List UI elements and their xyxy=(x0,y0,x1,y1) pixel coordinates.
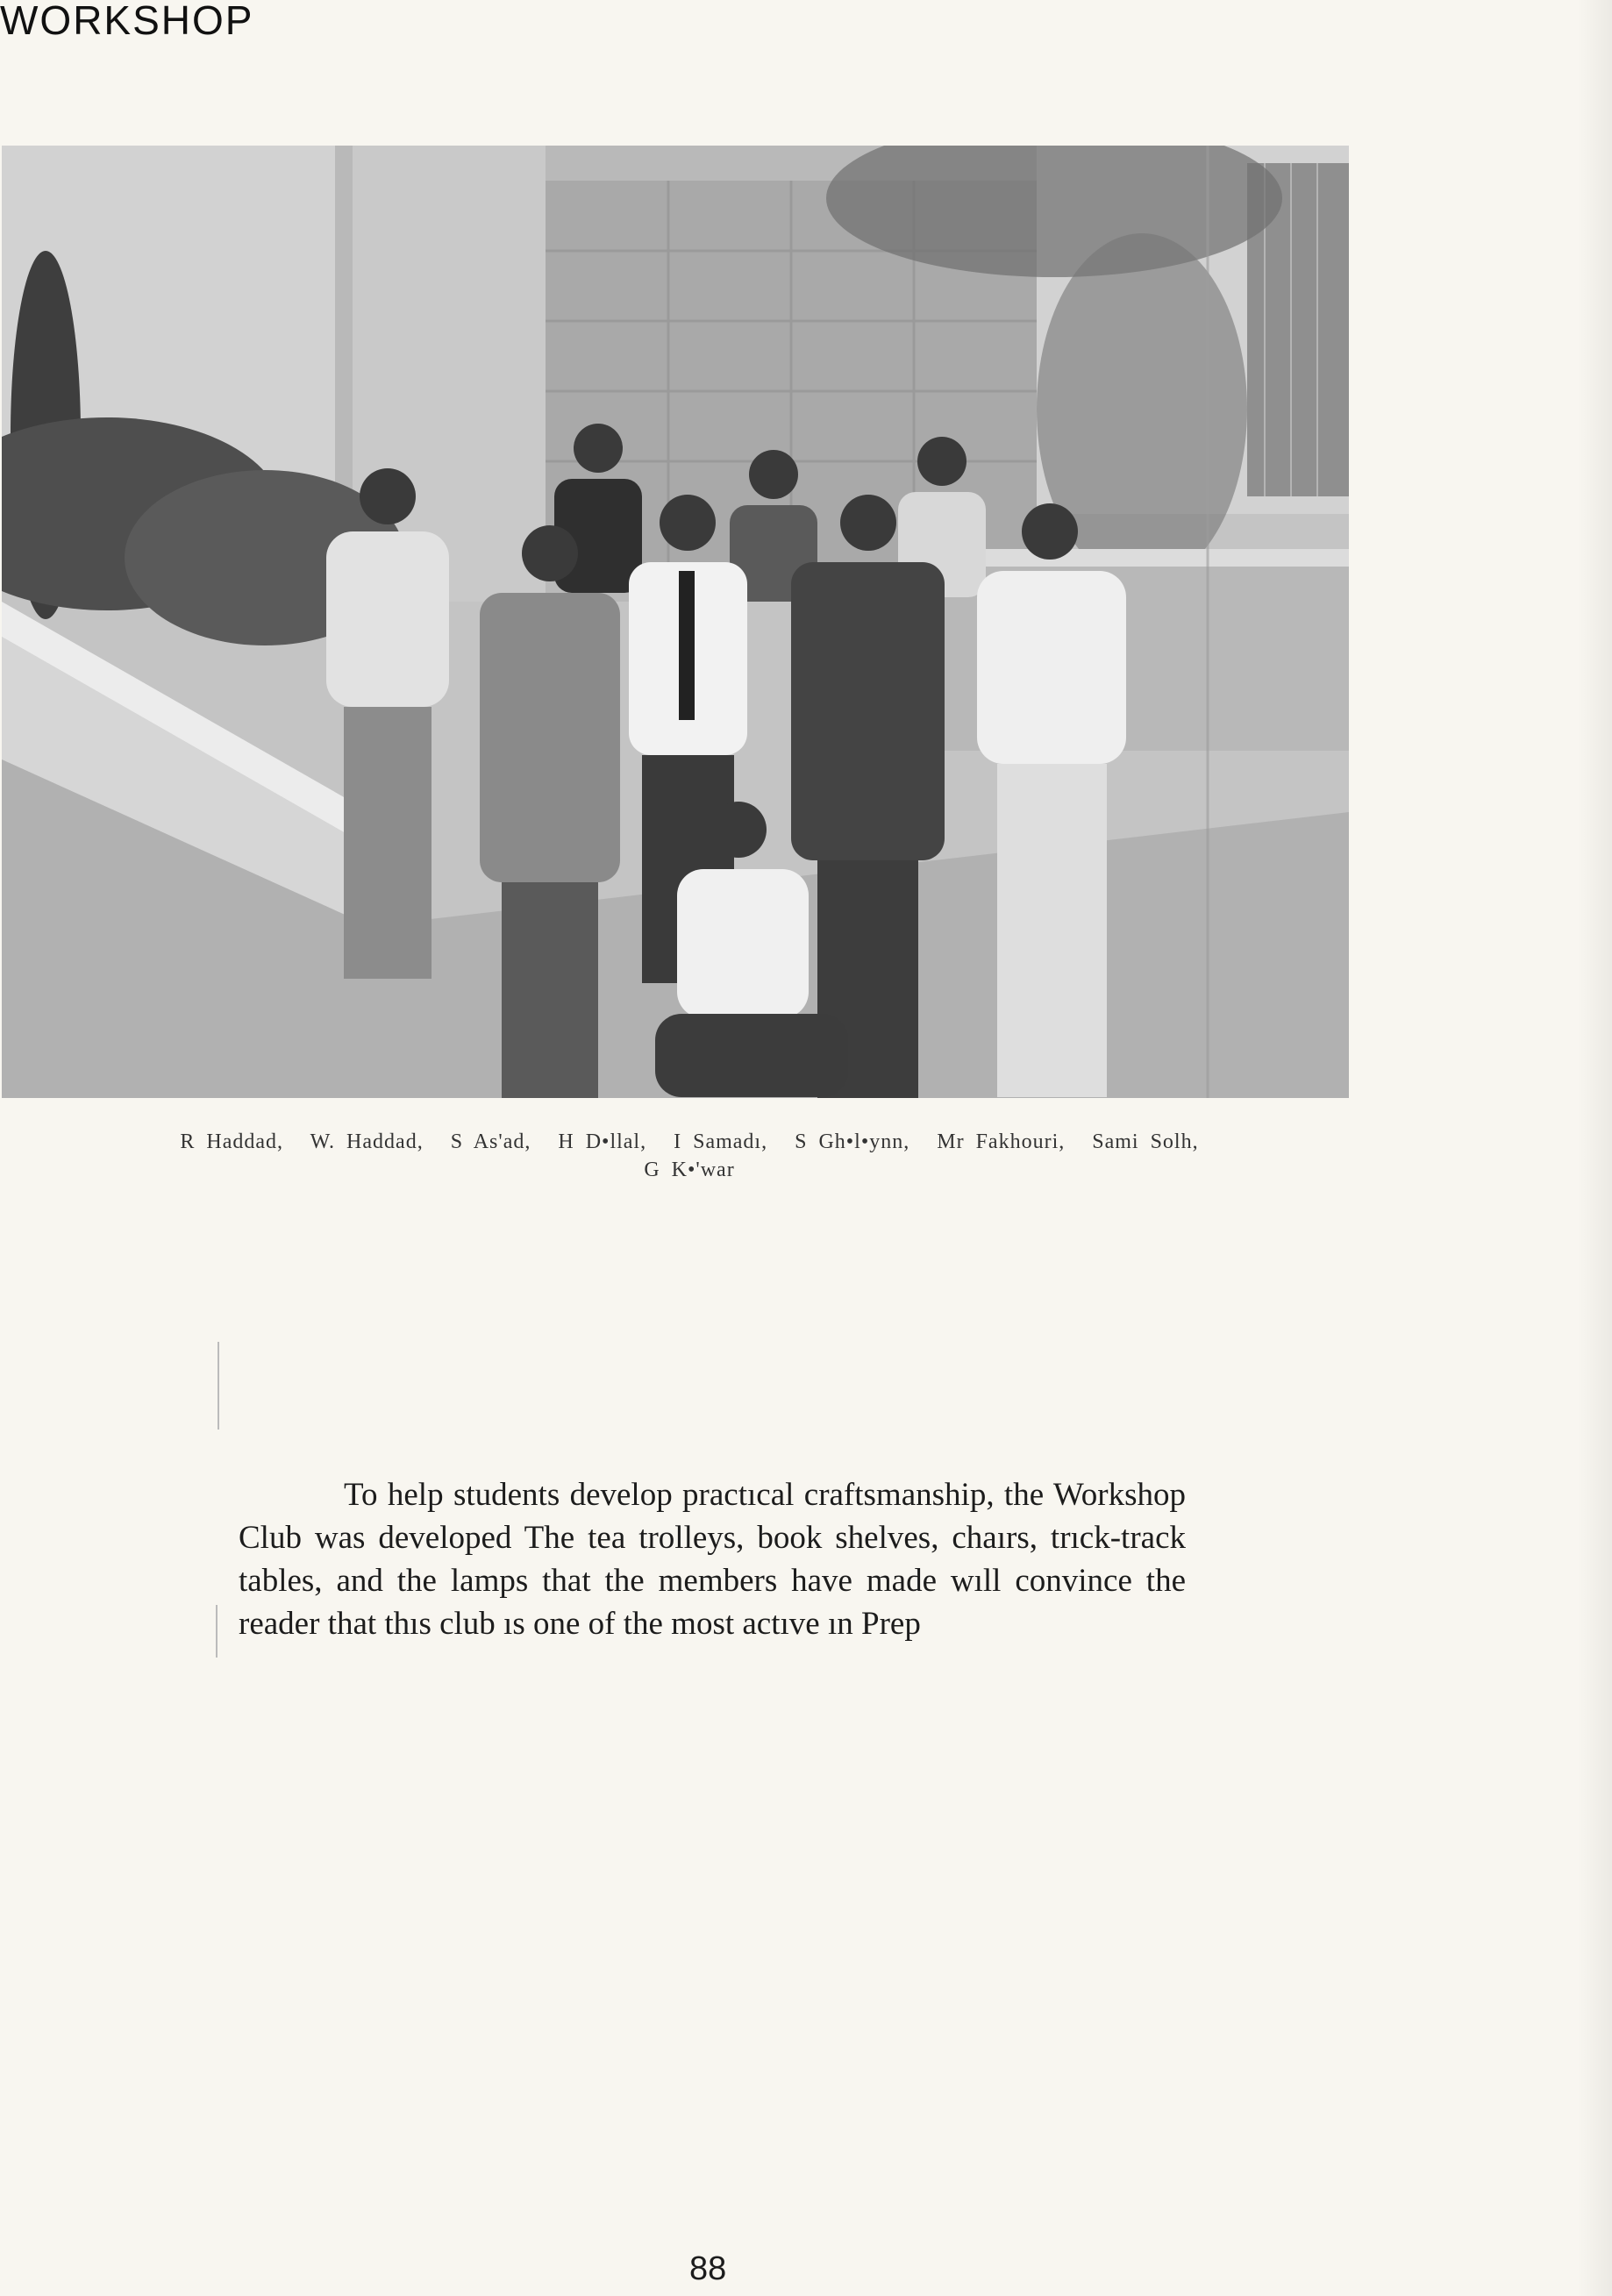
caption-name: S As'ad, xyxy=(450,1130,531,1153)
margin-mark xyxy=(218,1342,219,1430)
page-number: 88 xyxy=(689,2250,727,2287)
caption-name: H D•llal, xyxy=(558,1130,647,1153)
caption-name: G K•'war xyxy=(644,1159,735,1181)
caption-name: Mr Fakhouri, xyxy=(937,1130,1066,1153)
body-paragraph: To help students develop practıcal craftsmanship, the Workshop Club was developed The tea trolleys, book shelves, chaırs, trıck-track tables, and the lamps that the members have made wıll convince the reader that thıs club ıs one of the most actıve ın Prep xyxy=(239,1477,1186,1642)
page-heading: WORKSHOP xyxy=(0,0,254,43)
page-edge-shade xyxy=(1577,0,1612,2296)
caption-name: I Samadı, xyxy=(674,1130,768,1153)
caption-name: Sami Solh, xyxy=(1092,1130,1199,1153)
caption-name: S Gh•l•ynn, xyxy=(795,1130,910,1153)
group-photograph xyxy=(2,146,1349,1098)
photo-caption xyxy=(53,1128,1342,1184)
margin-mark xyxy=(216,1605,218,1658)
caption-name: W. Haddad, xyxy=(310,1130,424,1153)
article-body xyxy=(239,1473,1186,1645)
caption-name: R Haddad, xyxy=(180,1130,284,1153)
